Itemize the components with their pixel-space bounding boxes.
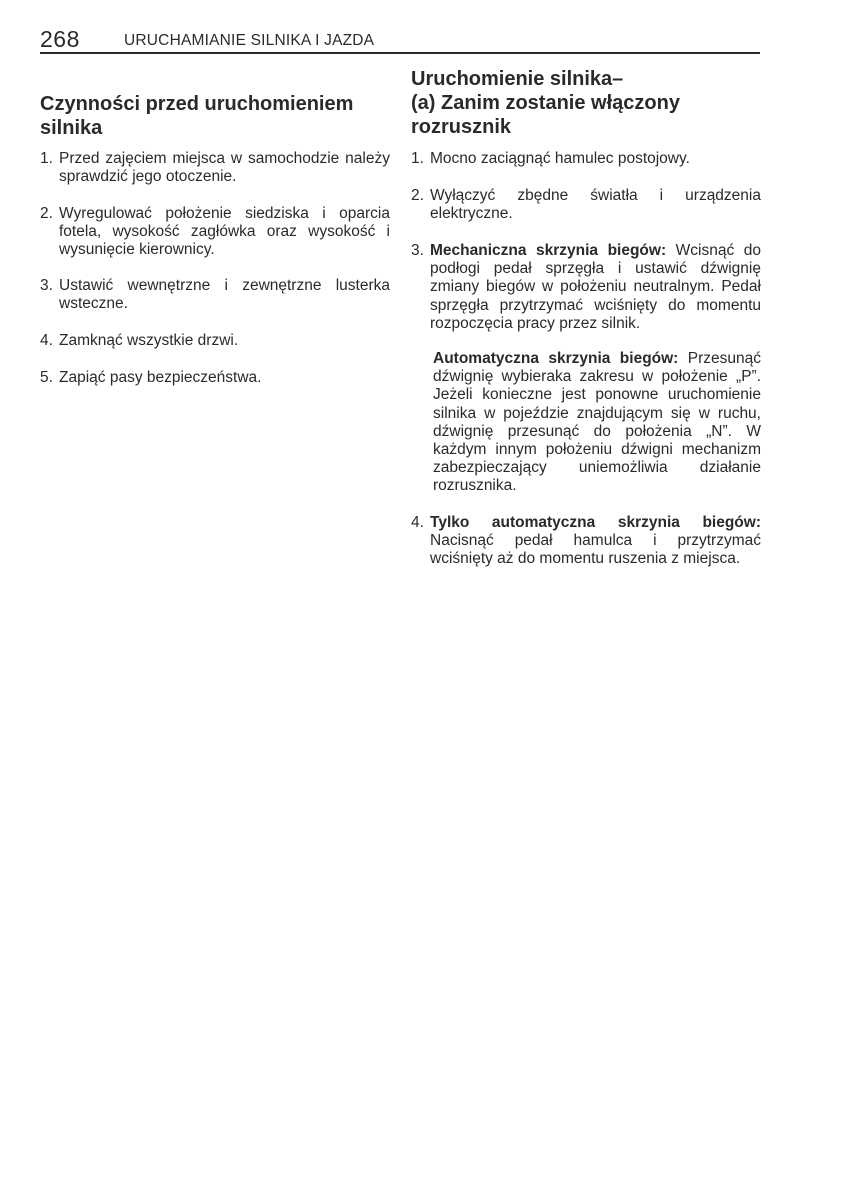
item-text: Wyregulować położenie siedziska i oparcia fotela, wysokość zagłówka oraz wysokość i wysunięcie kierownicy. — [59, 205, 390, 259]
item-text: Wyłączyć zbędne światła i urządzenia elektryczne. — [430, 187, 761, 223]
left-section-title — [40, 92, 390, 140]
item-number: 1. — [40, 150, 53, 167]
item-text: Zapiąć pasy bezpieczeństwa. — [59, 369, 262, 386]
note-body: Przesunąć dźwignię wybieraka zakresu w położenie „P”. Jeżeli konieczne jest ponowne uruchomienie silnika w pojeździe znajdującym się w ruchu, dźwignię przesunąć do położenia „N”. W każdym innym położeniu dźwigni mechanizm zabezpieczający uniemożliwia działanie rozrusznika. — [433, 350, 761, 495]
item-text: Mocno zaciągnąć hamulec postojowy. — [430, 150, 690, 167]
list-item — [411, 150, 761, 168]
item-number: 2. — [40, 205, 53, 222]
item-body: Nacisnąć pedał hamulca i przytrzymać wciśnięty aż do momentu ruszenia z miejsca. — [430, 532, 761, 568]
right-section-title — [411, 67, 761, 139]
item-text: Zamknąć wszystkie drzwi. — [59, 332, 239, 349]
left-title-line-2: silnika — [40, 117, 103, 139]
item-lead: Mechaniczna skrzynia biegów: — [430, 242, 667, 259]
running-head: URUCHAMIANIE SILNIKA I JAZDA — [124, 32, 375, 49]
note-lead: Automatyczna skrzynia biegów: — [433, 350, 679, 367]
list-item — [411, 187, 761, 223]
right-title-line-1: Uruchomienie silnika– — [411, 68, 624, 90]
right-title-line-2: (a) Zanim zostanie włączony — [411, 92, 680, 114]
list-item — [411, 514, 761, 569]
item-lead: Tylko automatyczna skrzynia biegów: — [430, 514, 761, 531]
page-header — [40, 24, 760, 54]
item-body: Wcisnąć do podłogi pedał sprzęgła i ustawić dźwignię zmiany biegów w położeniu neutralnym. Pedał sprzęgła przytrzymać wciśnięty do momentu rozpoczęcia pracy przez silnik. — [430, 242, 761, 332]
list-item — [40, 332, 390, 350]
automatic-transmission-note — [433, 350, 761, 496]
list-item — [40, 150, 390, 186]
item-text: Przed zajęciem miejsca w samochodzie należy sprawdzić jego otoczenie. — [59, 150, 390, 186]
item-text: Ustawić wewnętrzne i zewnętrzne lusterka wsteczne. — [59, 277, 390, 313]
left-title-line-1: Czynności przed uruchomieniem — [40, 93, 354, 115]
right-title-line-3: rozrusznik — [411, 116, 512, 138]
item-number: 4. — [411, 514, 424, 531]
item-number: 2. — [411, 187, 424, 204]
list-item — [40, 205, 390, 260]
page-number: 268 — [40, 26, 80, 52]
list-item — [411, 242, 761, 333]
item-number: 4. — [40, 332, 53, 349]
list-item — [40, 277, 390, 313]
item-number: 3. — [40, 277, 53, 294]
item-number: 5. — [40, 369, 53, 386]
item-text — [430, 242, 761, 333]
list-item — [40, 369, 390, 387]
item-number: 1. — [411, 150, 424, 167]
item-text — [430, 514, 761, 569]
item-number: 3. — [411, 242, 424, 259]
